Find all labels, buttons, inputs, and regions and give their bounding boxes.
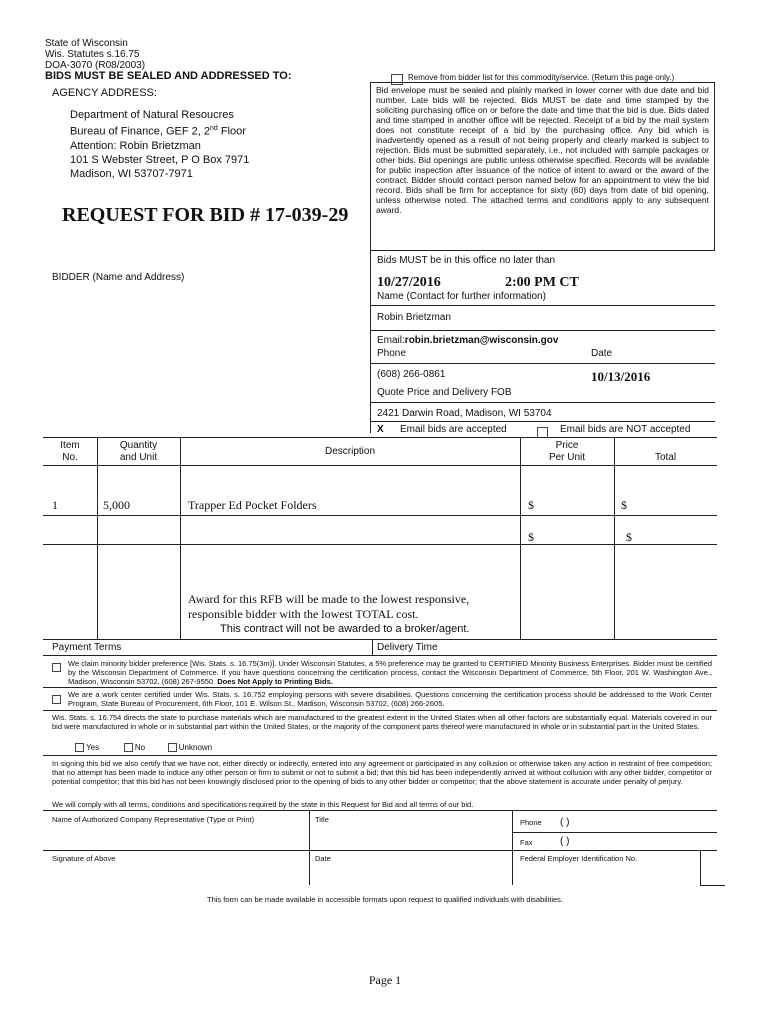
- sig-date-label: Date: [315, 854, 331, 863]
- email-label: Email:: [377, 335, 405, 346]
- phone-label: Phone: [377, 348, 406, 359]
- comply-text: We will comply with all terms, conditions and specifications required by the state in this Request for Bid and all terms of our bid.: [52, 800, 474, 809]
- broker-note: This contract will not be awarded to a broker/agent.: [220, 623, 470, 635]
- page-number: Page 1: [368, 973, 402, 987]
- date-value: 10/13/2016: [591, 369, 651, 384]
- fax-field-label: Fax: [520, 838, 533, 847]
- yes-label: Yes: [86, 743, 100, 752]
- payment-terms-label: Payment Terms: [52, 642, 122, 653]
- phone-field-label: Phone: [520, 818, 542, 827]
- statute-label: Wis. Statutes s.16.75: [45, 49, 140, 60]
- row-quantity: 5,000: [103, 498, 130, 512]
- phone-field-parens[interactable]: ( ): [560, 817, 570, 828]
- agency-line-4: 101 S Webster Street, P O Box 7971: [70, 153, 250, 166]
- header-quantity: Quantity and Unit: [119, 440, 158, 463]
- phone-value: (608) 266-0861: [377, 369, 446, 380]
- state-label: State of Wisconsin: [45, 38, 128, 49]
- email-value[interactable]: robin.brietzman@wisconsin.gov: [404, 335, 559, 346]
- due-label: Bids MUST be in this office no later than: [377, 255, 556, 266]
- email-not-accepted-label: Email bids are NOT accepted: [560, 424, 691, 435]
- header-total: Total: [654, 452, 677, 463]
- email-accepted-label: Email bids are accepted: [400, 424, 507, 435]
- rfb-title: REQUEST FOR BID # 17-039-29: [62, 204, 349, 226]
- sealed-title: BIDS MUST BE SEALED AND ADDRESSED TO:: [45, 70, 292, 82]
- header-item: Item No.: [60, 440, 80, 463]
- unknown-label: Unknown: [178, 743, 213, 752]
- header-price: Price Per Unit: [548, 440, 586, 463]
- row-price-dollar[interactable]: $: [528, 498, 534, 512]
- no-checkbox[interactable]: [124, 743, 133, 752]
- work-center-text: We are a work center certified under Wis. Stats. s. 16.752 employing persons with severe disabilities. Questions concerning the certification process should be addressed to the Work Center Program, State Bureau of Procurement, 6th Floor, 101 E. Wilson St., Madison, Wisconsin 53702, (608) 266-2605.: [68, 690, 712, 708]
- header-description: Description: [324, 446, 376, 457]
- minority-checkbox[interactable]: [52, 659, 61, 677]
- title-label: Title: [315, 815, 329, 824]
- rep-label: Name of Authorized Company Representative (Type or Print): [52, 815, 255, 824]
- form-number: DOA-3070 (R08/2003): [45, 60, 146, 71]
- manufacture-text: Wis. Stats. s. 16.754 directs the state to purchase materials which are manufactured to the greatest extent in the United States when all other factors are substantially equal. Materials covered in our bid were manufactured in whole or in substantial part within the United States, or the majority of the component parts thereof were manufactured in whole or in substantial part in the United States.: [52, 713, 712, 731]
- fax-field-parens[interactable]: ( ): [560, 836, 570, 847]
- contact-name: Robin Brietzman: [377, 312, 451, 323]
- certify-text: In signing this bid we also certify that we have not, either directly or indirectly, entered into any agreement or participated in any collusion or otherwise taken any action in restraint of free competition; that no attempt has been made to induce any other person or firm to submit or not to submit a bid; that this bid has been independently arrived at without collusion with any other bidder, competitor or potential competitor; that this bid has not been knowingly disclosed prior to the opening of bids to any other bidder or competitor; that the above statement is accurate under penalty of perjury.: [52, 759, 712, 786]
- contact-email: [377, 335, 558, 347]
- sum-total-dollar[interactable]: $: [626, 530, 632, 544]
- agency-address: [70, 108, 249, 181]
- manufacture-options: [75, 743, 212, 752]
- fob-address: 2421 Darwin Road, Madison, WI 53704: [377, 408, 552, 419]
- row-total-dollar[interactable]: $: [621, 498, 627, 512]
- award-note: Award for this RFB will be made to the lowest responsive, responsible bidder with the lowest TOTAL cost.: [188, 592, 470, 621]
- agency-line-2: Bureau of Finance, GEF 2, 2nd Floor: [70, 125, 246, 138]
- no-label: No: [134, 743, 146, 752]
- agency-label: AGENCY ADDRESS:: [52, 87, 157, 99]
- accessible-note: This form can be made available in accessible formats upon request to qualified individuals with disabilities.: [206, 895, 564, 904]
- row-item: 1: [52, 498, 58, 512]
- sum-price-dollar[interactable]: $: [528, 530, 534, 544]
- date-label: Date: [591, 348, 613, 359]
- agency-line-3: Attention: Robin Brietzman: [70, 139, 201, 152]
- agency-line-5: Madison, WI 53707-7971: [70, 167, 193, 180]
- bid-instructions: Bid envelope must be sealed and plainly marked in lower corner with due date and bid number. Late bids will be rejected. Bids MUST be date and time stamped by the soliciting purchasing office on or before the date and time that the bid is due. Bids dated and time stamped in another office will be rejected. Receipt of a bid by the mail system does not constitute receipt of a bid by the purchasing office. Any bid which is inadvertently opened as a result of not being properly and clearly marked is subject to rejection. Bids must be submitted separately, i.e., not included with sample packages or other bids. Bid openings are public unless otherwise specified. Records will be available for public inspection after issuance of the notice of intent to award or the award of the contract. Bidder should contact person named below for an appointment to view the bid record. Bids shall be firm for acceptance for sixty (60) days from date of bid opening, unless otherwise noted. The attached terms and conditions apply to any subsequent award.: [376, 85, 709, 215]
- due-time: 2:00 PM CT: [505, 275, 579, 290]
- minority-text: We claim minority bidder preference [Wis. Stats. s. 16.75(3m)]. Under Wisconsin Statutes, a 5% preference may be granted to CERTIFIED Minority Business Enterprises. Bidder must be certified by the Wisconsin Department of Commerce. If you have questions concerning the certification process, contact the Wisconsin Department of Commerce, 5th Floor, 201 W. Washington Ave., Madison, Wisconsin 53702, (608) 267-9550. Does Not Apply to Printing Bids.: [68, 659, 712, 686]
- delivery-time-label: Delivery Time: [377, 642, 438, 653]
- unknown-checkbox[interactable]: [168, 743, 177, 752]
- signature-label: Signature of Above: [52, 854, 116, 863]
- work-center-checkbox[interactable]: [52, 691, 61, 709]
- email-accepted-mark[interactable]: X: [377, 424, 384, 435]
- agency-line-1: Department of Natural Resoucres: [70, 109, 234, 121]
- bidder-label: BIDDER (Name and Address): [52, 272, 185, 283]
- contact-label: Name (Contact for further information): [377, 291, 546, 302]
- due-date: 10/27/2016: [377, 275, 441, 290]
- fein-label: Federal Employer Identification No.: [520, 854, 638, 863]
- row-description: Trapper Ed Pocket Folders: [188, 498, 317, 512]
- yes-checkbox[interactable]: [75, 743, 84, 752]
- fob-label: Quote Price and Delivery FOB: [377, 387, 512, 398]
- remove-text: Remove from bidder list for this commodity/service. (Return this page only.): [408, 73, 675, 82]
